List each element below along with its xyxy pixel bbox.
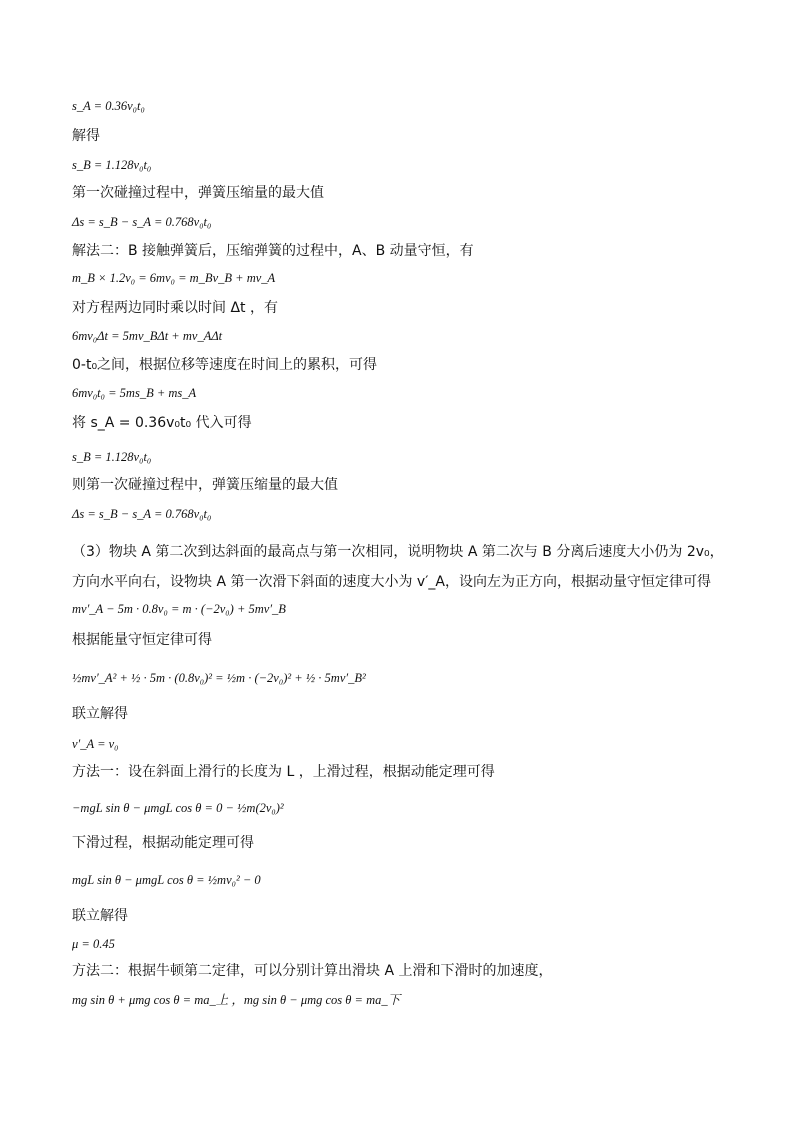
text-downhill: 下滑过程，根据动能定理可得: [72, 835, 254, 851]
equation-delta-s: Δs = s_B − s_A = 0.768v₀t₀: [72, 215, 212, 229]
equation-vA-prime: v′_A = v₀: [72, 737, 119, 751]
equation-momentum-conservation: mv′_A − 5m · 0.8v₀ = m · (−2v₀) + 5mv′_B: [72, 602, 286, 616]
equation-uphill: −mgL sin θ − μmgL cos θ = 0 − ½m(2v₀)²: [72, 801, 284, 815]
equation-sB: s_B = 1.128v₀t₀: [72, 158, 152, 172]
text-method-two: 解法二：B 接触弹簧后，压缩弹簧的过程中，A、B 动量守恒，有: [72, 243, 474, 259]
equation-mu: μ = 0.45: [72, 937, 115, 951]
text-solve-joint-2: 联立解得: [72, 908, 128, 924]
equation-momentum: m_B × 1.2v₀ = 6mv₀ = m_Bv_B + mv_A: [72, 271, 276, 285]
text-accumulation: 0-t₀之间，根据位移等速度在时间上的累积，可得: [72, 357, 378, 373]
equation-accelerations: mg sin θ + μmg cos θ = ma_上 ，mg sin θ − μmg cos θ = ma_下: [72, 993, 401, 1007]
text-solve: 解得: [72, 128, 100, 144]
text-method-one: 方法一：设在斜面上滑行的长度为 L ，上滑过程，根据动能定理可得: [72, 764, 495, 780]
text-solve-joint: 联立解得: [72, 706, 128, 722]
equation-displacement: 6mv₀t₀ = 5ms_B + ms_A: [72, 386, 197, 400]
text-energy-conservation: 根据能量守恒定律可得: [72, 632, 212, 648]
equation-momentum-dt: 6mv₀Δt = 5mv_BΔt + mv_AΔt: [72, 329, 223, 343]
equation-downhill: mgL sin θ − μmgL cos θ = ½mv₀² − 0: [72, 873, 261, 887]
text-substitute: 将 s_A = 0.36v₀t₀ 代入可得: [72, 415, 252, 431]
text-method-newton: 方法二：根据牛顿第二定律，可以分别计算出滑块 A 上滑和下滑时的加速度，: [72, 963, 553, 979]
text-max-compression-2: 则第一次碰撞过程中，弹簧压缩量的最大值: [72, 477, 338, 493]
equation-delta-s-2: Δs = s_B − s_A = 0.768v₀t₀: [72, 507, 212, 521]
equation-sA: s_A = 0.36v₀t₀: [72, 99, 145, 113]
text-max-compression: 第一次碰撞过程中，弹簧压缩量的最大值: [72, 185, 324, 201]
text-multiply-dt: 对方程两边同时乘以时间 Δt ，有: [72, 300, 278, 316]
equation-sB-2: s_B = 1.128v₀t₀: [72, 450, 152, 464]
equation-energy: ½mv′_A² + ½ · 5m · (0.8v₀)² = ½m · (−2v₀)² + ½ · 5mv′_B²: [72, 671, 366, 685]
paragraph-part-3: （3）物块 A 第二次到达斜面的最高点与第一次相同，说明物块 A 第二次与 B 分离后速度大小仍为 2v₀，方向水平向右，设物块 A 第一次滑下斜面的速度大小为 v′_A，设向左为正方向，根据动量守恒定律可得: [72, 544, 724, 590]
